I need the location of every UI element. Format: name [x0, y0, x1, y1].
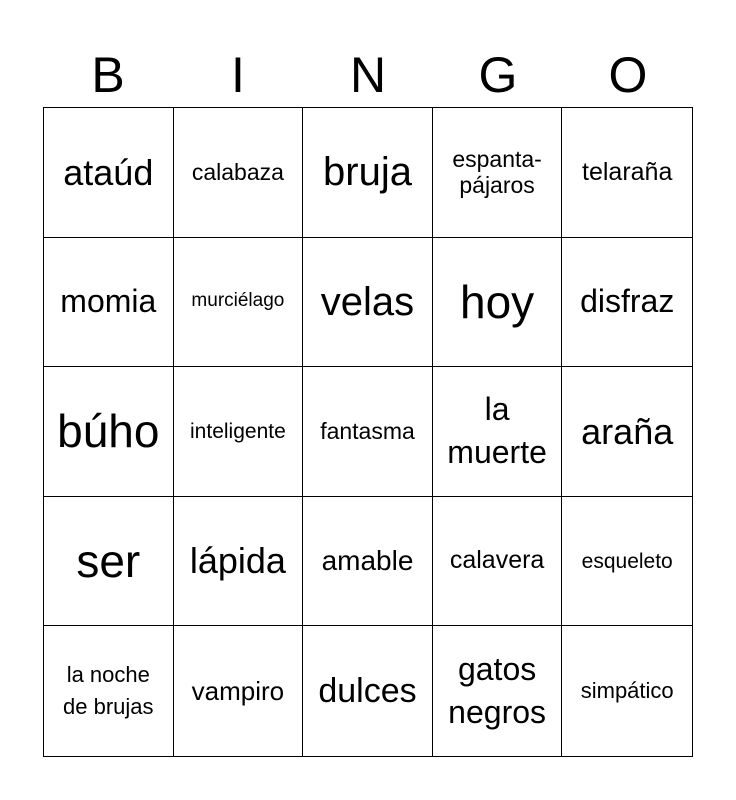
- cell-label: murciélago: [191, 290, 285, 312]
- bingo-header: [43, 42, 693, 108]
- bingo-cell-lapida[interactable]: [174, 497, 304, 627]
- cell-label: calavera: [449, 546, 545, 575]
- cell-label: calabaza: [191, 159, 284, 186]
- bingo-cell-momia[interactable]: [44, 238, 174, 368]
- bingo-cell-telarana[interactable]: [562, 108, 692, 238]
- bingo-cell-calabaza[interactable]: [174, 108, 304, 238]
- bingo-cell-fantasma[interactable]: [303, 367, 433, 497]
- bingo-cell-disfraz[interactable]: [562, 238, 692, 368]
- bingo-cell-buho[interactable]: [44, 367, 174, 497]
- header-letter-g: G: [478, 47, 518, 103]
- bingo-cell-la-muerte[interactable]: [433, 367, 563, 497]
- bingo-cell-murcielago[interactable]: [174, 238, 304, 368]
- cell-label: amable: [321, 544, 414, 576]
- bingo-cell-calavera[interactable]: [433, 497, 563, 627]
- bingo-cell-simpatico[interactable]: [562, 626, 692, 756]
- cell-label: telaraña: [582, 157, 673, 186]
- bingo-cell-dulces[interactable]: [303, 626, 433, 756]
- bingo-cell-la-noche-de-brujas[interactable]: [44, 626, 174, 756]
- header-letter-b: B: [91, 47, 125, 103]
- bingo-board: [43, 107, 693, 757]
- cell-label: simpático: [580, 678, 674, 704]
- bingo-cell-ataud[interactable]: [44, 108, 174, 238]
- cell-label: esqueleto: [581, 549, 673, 573]
- cell-label: momia: [60, 283, 157, 320]
- cell-label: gatos negros: [448, 651, 547, 731]
- bingo-cell-espantapajaros[interactable]: [433, 108, 563, 238]
- cell-label: disfraz: [580, 283, 675, 320]
- cell-label: dulces: [318, 671, 417, 710]
- cell-label: velas: [320, 279, 415, 324]
- bingo-cell-velas[interactable]: [303, 238, 433, 368]
- cell-label: bruja: [323, 150, 412, 195]
- cell-label: la noche de brujas: [63, 662, 154, 720]
- cell-label: ser: [76, 534, 141, 587]
- cell-label: búho: [57, 405, 160, 458]
- cell-label: fantasma: [320, 418, 415, 445]
- cell-label: ataúd: [63, 151, 154, 193]
- header-letter-n: N: [349, 47, 387, 103]
- cell-label: lápida: [189, 540, 286, 582]
- cell-label: inteligente: [190, 419, 286, 443]
- bingo-cell-vampiro[interactable]: [174, 626, 304, 756]
- bingo-cell-gatos-negros[interactable]: [433, 626, 563, 756]
- header-letter-o: O: [608, 47, 648, 103]
- cell-label: hoy: [460, 275, 535, 328]
- bingo-cell-hoy[interactable]: [433, 238, 563, 368]
- bingo-cell-amable[interactable]: [303, 497, 433, 627]
- bingo-cell-arana[interactable]: [562, 367, 692, 497]
- cell-label: vampiro: [191, 675, 285, 706]
- bingo-cell-bruja[interactable]: [303, 108, 433, 238]
- cell-label: espanta- pájaros: [452, 145, 542, 199]
- bingo-cell-esqueleto[interactable]: [562, 497, 692, 627]
- header-letter-i: I: [231, 47, 245, 103]
- bingo-cell-ser[interactable]: [44, 497, 174, 627]
- cell-label: araña: [581, 410, 674, 452]
- cell-label: la muerte: [447, 391, 547, 471]
- bingo-cell-inteligente[interactable]: [174, 367, 304, 497]
